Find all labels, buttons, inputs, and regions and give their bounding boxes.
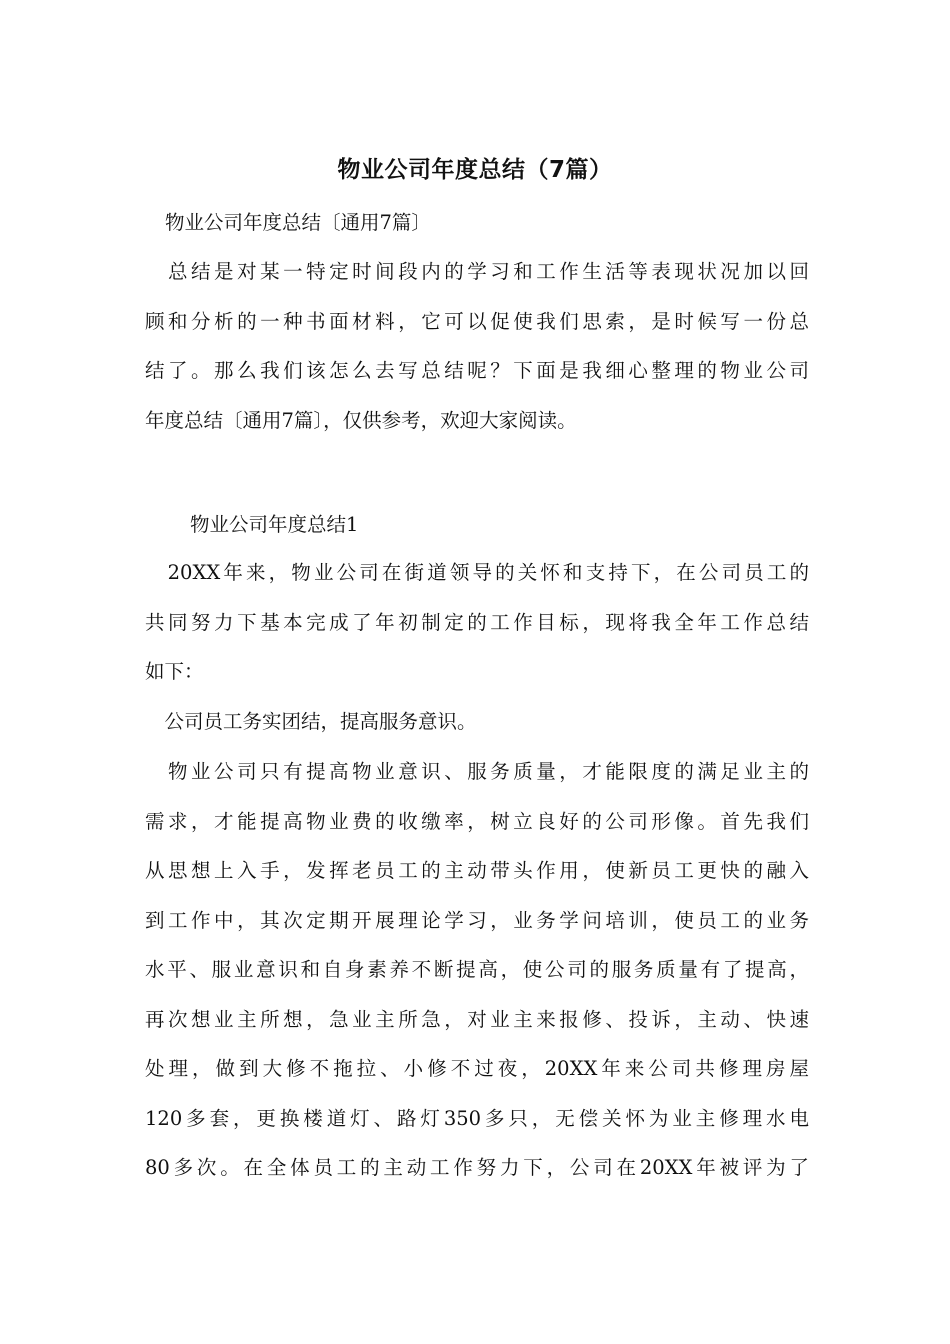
paragraph-line: 总结是对某一特定时间段内的学习和工作生活等表现状况加以回: [145, 260, 809, 283]
paragraph-line: 如下：: [145, 660, 204, 683]
paragraph-line: 公司员工务实团结，提高服务意识。: [145, 710, 477, 733]
paragraph-line: 物业公司只有提高物业意识、服务质量，才能限度的满足业主的: [145, 760, 809, 783]
intro-paragraph: [145, 247, 809, 445]
paragraph-line: 年度总结〔通用7篇〕，仅供参考，欢迎大家阅读。: [145, 408, 577, 432]
paragraph-line: 20XX年来，物业公司在街道领导的关怀和支持下，在公司员工的: [145, 561, 809, 584]
paragraph-line: 120多套，更换楼道灯、路灯350多只，无偿关怀为业主修理水电: [145, 1106, 809, 1130]
paragraph-line: 从思想上入手，发挥老员工的主动带头作用，使新员工更快的融入: [145, 859, 809, 882]
paragraph-line: 顾和分析的一种书面材料，它可以促使我们思索，是时候写一份总: [145, 309, 809, 333]
paragraph-line: 结了。那么我们该怎么去写总结呢？下面是我细心整理的物业公司: [145, 359, 809, 382]
document-subtitle: 物业公司年度总结〔通用7篇〕: [165, 211, 431, 234]
body-paragraph-3: [145, 747, 809, 1193]
body-paragraph-1: [145, 548, 809, 697]
paragraph-line: 80多次。在全体员工的主动工作努力下，公司在20XX年被评为了: [145, 1156, 809, 1179]
section-heading: 物业公司年度总结1: [190, 513, 359, 536]
paragraph-line: 水平、服业意识和自身素养不断提高，使公司的服务质量有了提高，: [145, 958, 809, 981]
paragraph-line: 再次想业主所想，急业主所急，对业主来报修、投诉，主动、快速: [145, 1007, 809, 1031]
paragraph-line: 到工作中，其次定期开展理论学习，业务学问培训，使员工的业务: [145, 908, 809, 932]
document-title: 物业公司年度总结（7篇）: [337, 157, 613, 183]
paragraph-line: 处理，做到大修不拖拉、小修不过夜，20XX年来公司共修理房屋: [145, 1057, 809, 1080]
body-paragraph-2: [145, 697, 809, 747]
paragraph-line: 共同努力下基本完成了年初制定的工作目标，现将我全年工作总结: [145, 610, 809, 634]
paragraph-line: 需求，才能提高物业费的收缴率，树立良好的公司形像。首先我们: [145, 809, 809, 833]
